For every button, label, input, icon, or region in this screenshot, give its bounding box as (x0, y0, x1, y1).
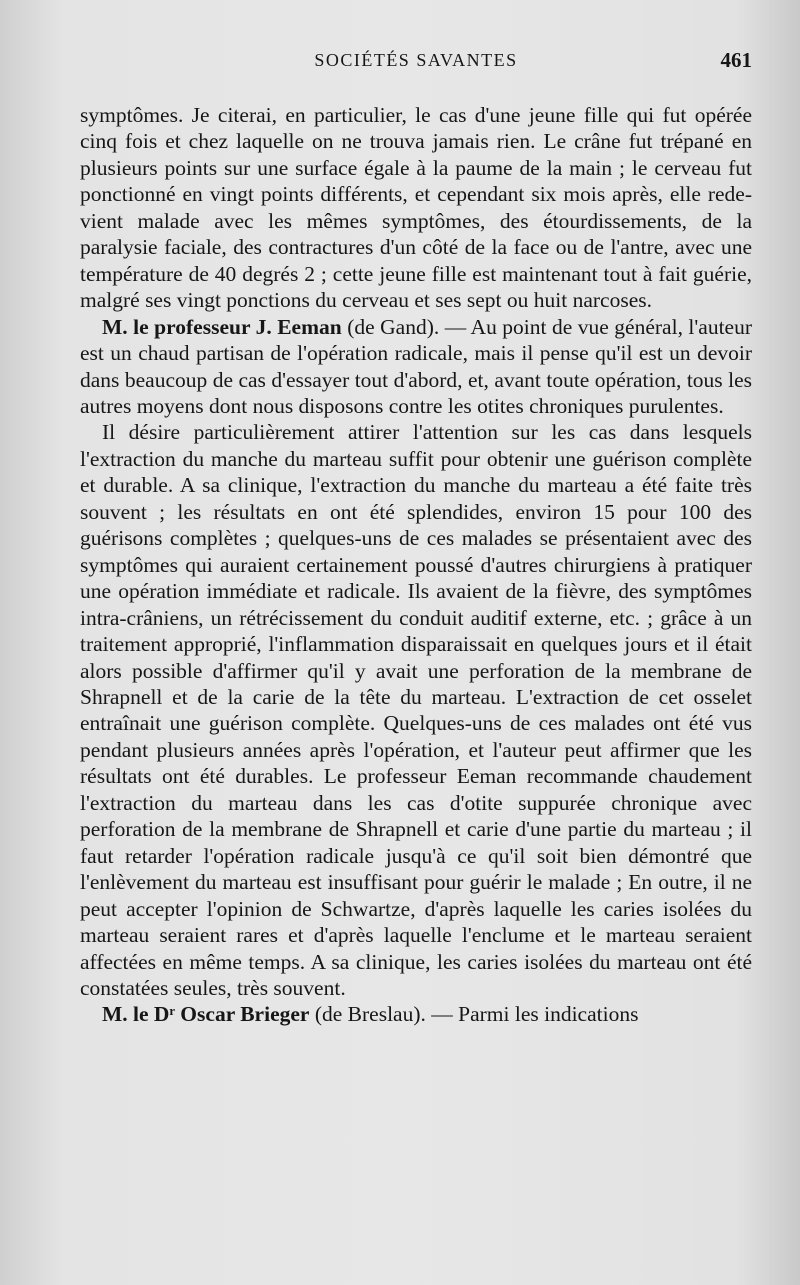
running-head: SOCIÉTÉS SAVANTES (314, 50, 518, 70)
speaker-name: M. le Dʳ Oscar Brieger (102, 1002, 310, 1027)
speaker-name: M. le professeur J. Eeman (102, 314, 342, 339)
paragraph-text: Il désire particulièrement attirer l'attention sur les cas dans lesquels l'extraction du manche du marteau suffit pour obtenir une guérison complète et durable. A sa clinique, l'extraction du manche du marteau a été faite très souvent ; les résultats en ont été splendides, environ 15 pour 100 des guérisons complètes ; quelques-uns de ces malades se présentaient avec des symptômes qui auraient certainement poussé d'autres chirurgiens à pratiquer une opération immédiate et radicale. Ils avaient de la fièvre, des symptômes intra-crâniens, un rétrécissement du conduit auditif externe, etc. ; grâce à un traitement approprié, l'inflammation disparaissait en quelques jours et il était alors possible d'affirmer qu'il y avait une perforation de la membrane de Shrapnell et de la carie de la tête du marteau. L'extraction de cet osselet entraînait une guérison complète. Quelques-uns de ces malades ont été vus pendant plusieurs années après l'opération, et l'auteur peut affirmer que les résultats ont été durables. Le professeur Eeman recommande chaudement l'extraction du marteau dans les cas d'otite suppurée chronique avec perforation de la membrane de Shrapnell et carie d'une partie du marteau ; il faut retarder l'opération radicale jusqu'à ce qu'il soit bien démontré que l'enlèvement du marteau est insuffisant pour guérir le malade ; En outre, il ne peut accepter l'opinion de Schwartze, d'après laquelle les caries isolées du marteau seraient rares et d'après laquelle l'enclume et le marteau seraient affectées en même temps. A sa clinique, les caries isolées du marteau ont été constatées seules, très souvent. (80, 420, 752, 1000)
paragraph-eeman-continued (80, 419, 752, 1001)
paragraph-text: (de Gand). — Au point de vue général, l'auteur est un chaud partisan de l'opération radicale, mais il pense qu'il est un devoir dans beaucoup de cas d'essayer tout d'abord, et, avant toute opération, tous les autres moyens dont nous disposons contre les otites chroniques purulentes. (80, 314, 752, 418)
page-header (80, 50, 752, 80)
page-number: 461 (720, 48, 752, 72)
paragraph-text: symptômes. Je citerai, en particulier, le cas d'une jeune fille qui fut opérée cinq fois et chez laquelle on ne trouva jamais rien. Le crâne fut trépané en plusieurs points sur une surface égale à la paume de la main ; le cerveau fut ponctionné en vingt points différents, et cependant six mois après, elle redevient malade avec les mêmes symptômes, des étourdissements, de la paralysie faciale, des contractures d'un côté de la face ou de l'antre, avec une température de 40 degrés 2 ; cette jeune fille est maintenant tout à fait guérie, malgré ses vingt ponctions du cerveau et ses sept ou huit narcoses. (80, 103, 752, 313)
body-text (80, 102, 752, 1028)
paragraph-text: (de Breslau). — Parmi les indications (309, 1002, 639, 1027)
paragraph-brieger (80, 1001, 752, 1027)
paragraph-continuation (80, 102, 752, 314)
paragraph-eeman (80, 314, 752, 420)
